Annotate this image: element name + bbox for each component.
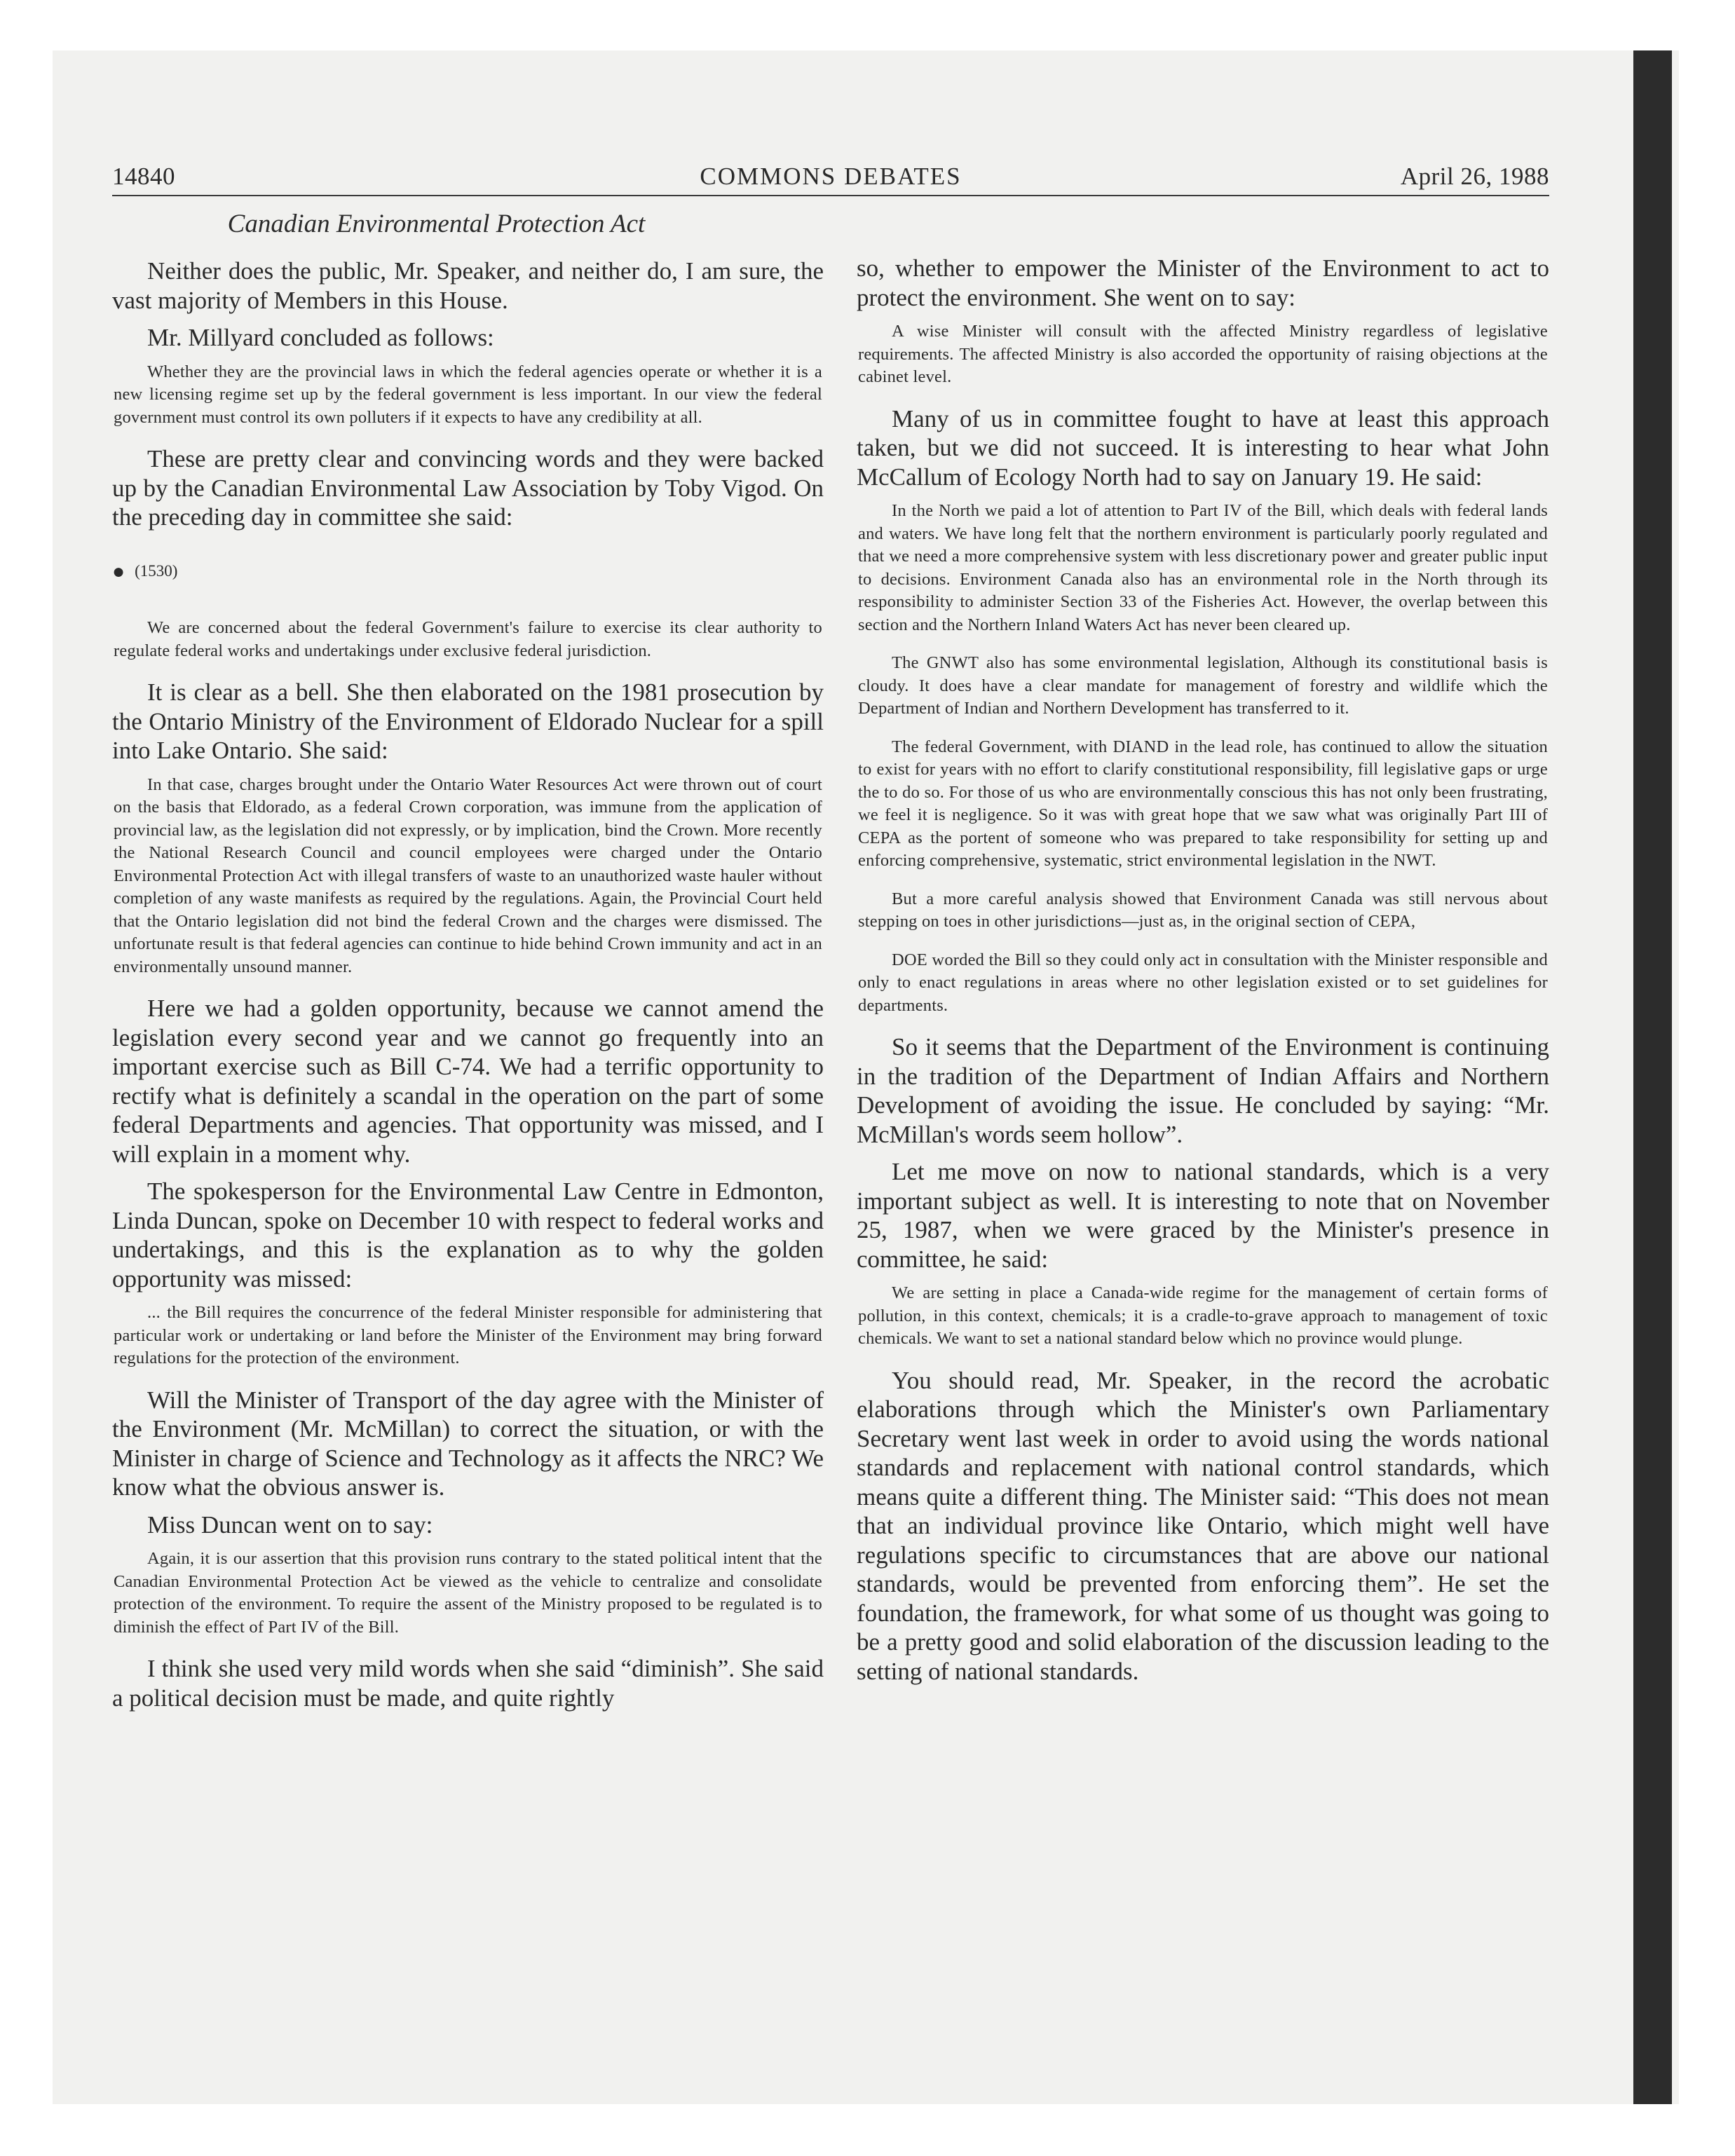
publication-title: COMMONS DEBATES: [700, 163, 962, 190]
block-quote: In the North we paid a lot of attention to Part IV of the Bill, which deals with federal lands and waters. We have long felt that the northern environment is particularly poorly regulated and that we need a more comprehensive system with less discretionary power and greater public input to decisions. Environment Canada also has an environmental role in the North through its responsibility to administer Section 33 of the Fisheries Act. However, the overlap between this section and the Northern Inland Waters Act has never been cleared up.: [858, 501, 1548, 634]
block-quote: We are setting in place a Canada-wide regime for the management of certain forms of pollution, in this context, chemicals; it is a cradle-to-grave approach to management of toxic chemicals. We want to set a national standard below which no province would plunge.: [858, 1283, 1548, 1348]
paragraph-continued: so, whether to empower the Minister of the Environment to act to protect the environment. She went on to say:: [857, 254, 1549, 311]
block-quote: The GNWT also has some environmental legislation, Although its constitutional basis is cloudy. It does have a clear mandate for management of forestry and wildlife which the Department of Indian and Northern Development has transferred to it.: [858, 653, 1548, 718]
block-quote: DOE worded the Bill so they could only act in consultation with the Minister responsible and only to enact regulations in areas where no other legislation existed or to set guidelines for departments.: [858, 950, 1548, 1015]
block-quote: We are concerned about the federal Government's failure to exercise its clear authority to regulate federal works and undertakings under exclusive federal jurisdiction.: [114, 618, 822, 660]
paragraph: Mr. Millyard concluded as follows:: [147, 324, 494, 351]
paragraph: You should read, Mr. Speaker, in the record the acrobatic elaborations through which the Minister's own Parliamentary Secretary went last week in order to avoid using the words national standards and replacement with national control standards, which means quite a different thing. The Minister said: “This does not mean that an individual province like Ontario, which might well have regulations specific to circumstances that are above our national standards, would be prevented from enforcing them”. He set the foundation, the framework, for what some of us thought was going to be a pretty good and solid elaboration of the discussion leading to the setting of national standards.: [857, 1366, 1549, 1685]
block-quote: In that case, charges brought under the Ontario Water Resources Act were thrown out of court on the basis that Eldorado, as a federal Crown corporation, was immune from the application of provincial law, as the legislation did not expressly, or by implication, bind the Crown. More recently the National Research Council and council employees were charged under the Ontario Environmental Protection Act with illegal transfers of waste to an unauthorized waste hauler without completion of any waste manifests as required by the regulations. Again, the Provincial Court held that the Ontario legislation did not bind the federal Crown and the charges were dismissed. The unfortunate result is that federal agencies can continue to hide behind Crown immunity and act in an environmentally unsound manner.: [114, 775, 822, 976]
right-column: [857, 254, 1549, 1694]
paragraph: So it seems that the Department of the Environment is continuing in the tradition of the Department of Indian Affairs and Northern Development of avoiding the issue. He concluded by saying: “Mr. McMillan's words seem hollow”.: [857, 1033, 1549, 1148]
block-quote: Again, it is our assertion that this provision runs contrary to the stated political intent that the Canadian Environmental Protection Act be viewed as the vehicle to centralize and consolidate protection of the environment. To require the assent of the Ministry proposed to be regulated is to diminish the effect of Part IV of the Bill.: [114, 1549, 822, 1637]
bullet-icon: ●: [112, 560, 125, 584]
paragraph: Many of us in committee fought to have at least this approach taken, but we did not succeed. It is interesting to hear what John McCallum of Ecology North had to say on January 19. He said:: [857, 404, 1549, 491]
paragraph: It is clear as a bell. She then elaborated on the 1981 prosecution by the Ontario Ministry of the Environment of Eldorado Nuclear for a spill into Lake Ontario. She said:: [112, 678, 824, 765]
scan-edge-shadow: [1633, 50, 1672, 2104]
block-quote: But a more careful analysis showed that Environment Canada was still nervous about stepping on toes in other jurisdictions—just as, in the original section of CEPA,: [858, 889, 1548, 931]
paragraph: These are pretty clear and convincing words and they were backed up by the Canadian Environmental Law Association by Toby Vigod. On the preceding day in committee she said:: [112, 445, 824, 531]
paragraph: I think she used very mild words when she said “diminish”. She said a political decision must be made, and quite rightly: [112, 1655, 824, 1712]
page-number: 14840: [112, 163, 175, 190]
block-quote: A wise Minister will consult with the affected Ministry regardless of legislative requirements. The affected Ministry is also accorded the opportunity of raising objections at the cabinet level.: [858, 322, 1548, 386]
time-stamp: (1530): [135, 561, 178, 580]
paragraph: Let me move on now to national standards, which is a very important subject as well. It is interesting to note that on November 25, 1987, when we were graced by the Minister's presence in committee, he said:: [857, 1158, 1549, 1273]
block-quote: Whether they are the provincial laws in which the federal agencies operate or whether it is a new licensing regime set up by the federal government is less important. In our view the federal government must control its own polluters if it expects to have any credibility at all.: [114, 362, 822, 427]
section-title: Canadian Environmental Protection Act: [227, 210, 646, 238]
paragraph: Will the Minister of Transport of the day agree with the Minister of the Environment (Mr. McMillan) to correct the situation, or with the Minister in charge of Science and Technology as it affects the NRC? We know what the obvious answer is.: [112, 1386, 824, 1501]
time-marker: [112, 560, 824, 584]
block-quote: ... the Bill requires the concurrence of the federal Minister responsible for administering that particular work or undertaking or land before the Minister of the Environment may bring forward regulations for the protection of the environment.: [114, 1303, 822, 1368]
page-header: [112, 163, 1549, 196]
paragraph: The spokesperson for the Environmental Law Centre in Edmonton, Linda Duncan, spoke on December 10 with respect to federal works and undertakings, and this is the explanation as to why the golden opportunity was missed:: [112, 1178, 824, 1292]
block-quote: The federal Government, with DIAND in the lead role, has continued to allow the situation to exist for years with no effort to clarify constitutional responsibility, fill legislative gaps or urge the to do so. For those of us who are environmentally conscious this has not only been frustrating, we feel it is negligence. So it was with great hope that we saw what was originally Part III of CEPA as the portent of someone who was prepared to take responsibility for setting up and enforcing comprehensive, systematic, strict environmental legislation in the NWT.: [858, 737, 1548, 870]
paragraph: Here we had a golden opportunity, because we cannot amend the legislation every second year and we cannot go frequently into an important exercise such as Bill C-74. We had a terrific opportunity to rectify what is definitely a scandal in the operation on the part of some federal Departments and agencies. That opportunity was missed, and I will explain in a moment why.: [112, 995, 824, 1168]
paragraph: Neither does the public, Mr. Speaker, and neither do, I am sure, the vast majority of Members in this House.: [112, 257, 824, 314]
left-column: [112, 207, 824, 1721]
paragraph: Miss Duncan went on to say:: [147, 1510, 433, 1538]
page-date: April 26, 1988: [1400, 163, 1549, 190]
header-rule: [112, 195, 1549, 196]
